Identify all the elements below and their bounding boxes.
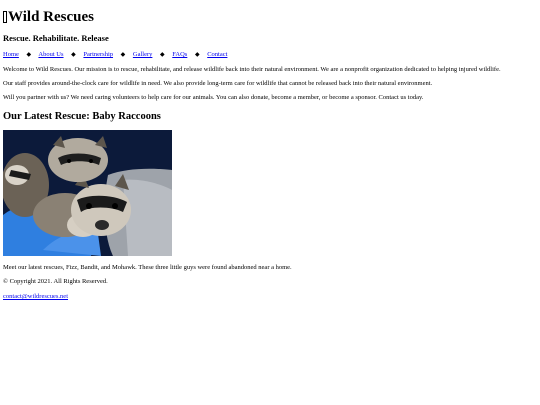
nav-about-link[interactable]: About Us (38, 51, 64, 58)
nav-separator: ◆ (71, 52, 76, 58)
rescue-heading: Our Latest Rescue: Baby Raccoons (3, 111, 161, 122)
nav-separator: ◆ (194, 52, 200, 58)
nav-separator: ◆ (120, 52, 126, 58)
nav-gallery-link[interactable]: Gallery (132, 51, 153, 58)
logo-icon (3, 11, 7, 23)
nav-home-link[interactable]: Home (3, 51, 19, 58)
nav-contact-link[interactable]: Contact (207, 51, 228, 58)
site-title-text: Wild Rescues (8, 9, 94, 25)
nav-separator: ◆ (26, 52, 32, 58)
intro-paragraph-1: Welcome to Wild Rescues. Our mission is to rescue, rehabilitate, and release wildlife back into their natural environment. We are a nonprofit organization dedicated to helping injured wildlife. (3, 66, 501, 73)
nav-separator: ◆ (160, 52, 165, 58)
intro-paragraph-2: Our staff provides around-the-clock care for wildlife in need. We also provide long-term care for wildlife that cannot be released back into their natural environment. (3, 80, 433, 87)
intro-paragraph-3: Will you partner with us? We need caring volunteers to help care for our animals. You can also donate, become a member, or become a sponsor. Contact us today. (3, 94, 424, 101)
rescue-caption: Meet our latest rescues, Fizz, Bandit, and Mohawk. These three little guys were found abandoned near a home. (3, 264, 292, 271)
site-title (3, 9, 94, 25)
nav-faqs-link[interactable]: FAQs (172, 51, 188, 58)
copyright-text: © Copyright 2021. All Rights Reserved. (3, 278, 108, 285)
nav-partnership-link[interactable]: Partnership (83, 51, 114, 58)
main-nav (3, 51, 227, 59)
raccoon-photo (3, 130, 172, 256)
tagline: Rescue. Rehabilitate. Release (3, 33, 109, 43)
footer-email-paragraph (3, 293, 68, 301)
contact-email-link[interactable]: contact@wildrescues.net (3, 293, 69, 300)
